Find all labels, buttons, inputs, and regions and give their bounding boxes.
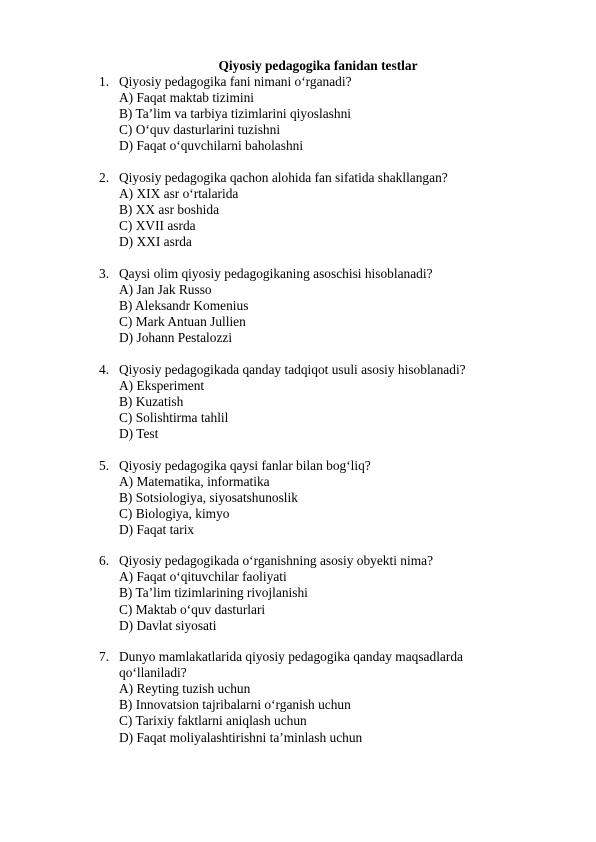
question-number: 5. <box>99 457 110 473</box>
question-number: 1. <box>99 74 110 89</box>
question-item <box>99 74 519 154</box>
question-text: Dunyo mamlakatlarida qiyosiy pedagogika qanday maqsadlarda qo‘llaniladi? <box>119 649 463 681</box>
question-list <box>99 74 519 761</box>
answer-option: A) Faqat maktab tizimini <box>119 90 254 105</box>
answer-option: C) XVII asrda <box>119 218 196 234</box>
answer-options <box>119 681 519 745</box>
answer-options <box>119 90 519 154</box>
answer-option: A) Faqat o‘qituvchilar faoliyati <box>119 569 287 585</box>
answer-options <box>119 569 519 633</box>
answer-option: C) Maktab o‘quv dasturlari <box>119 601 266 617</box>
answer-option: B) Ta’lim va tarbiya tizimlarini qiyoslashni <box>119 106 351 122</box>
answer-option: B) Kuzatish <box>119 393 184 409</box>
answer-options <box>119 378 519 442</box>
answer-option: B) Innovatsion tajribalarni o‘rganish uchun <box>119 697 351 713</box>
answer-options <box>119 474 519 538</box>
question-item <box>99 458 519 538</box>
answer-option: D) XXI asrda <box>119 234 192 250</box>
answer-option: D) Davlat siyosati <box>119 617 217 633</box>
answer-option: D) Johann Pestalozzi <box>119 330 233 346</box>
page-title: Qiyosiy pedagogika fanidan testlar <box>218 58 418 73</box>
question-item <box>99 553 519 633</box>
question-text: Qiyosiy pedagogika qachon alohida fan sifatida shakllangan? <box>119 169 448 185</box>
question-text: Qaysi olim qiyosiy pedagogikaning asoschisi hisoblanadi? <box>119 265 433 281</box>
answer-option: A) Reyting tuzish uchun <box>119 681 251 697</box>
question-number: 7. <box>99 649 110 665</box>
answer-options <box>119 186 519 250</box>
answer-option: C) Tarixiy faktlarni aniqlash uchun <box>119 713 307 729</box>
answer-option: C) Mark Antuan Jullien <box>119 313 246 329</box>
question-text: Qiyosiy pedagogikada o‘rganishning asosiy obyekti nima? <box>119 553 434 569</box>
answer-option: B) Aleksandr Komenius <box>119 297 249 313</box>
answer-option: B) XX asr boshida <box>119 201 220 217</box>
question-text: Qiyosiy pedagogika qaysi fanlar bilan bog‘liq? <box>119 457 371 473</box>
answer-option: D) Test <box>119 425 159 441</box>
answer-option: C) O‘quv dasturlarini tuzishni <box>119 122 281 138</box>
question-item <box>99 170 519 250</box>
answer-option: C) Biologiya, kimyo <box>119 505 230 521</box>
question-number: 6. <box>99 553 110 569</box>
answer-option: A) Eksperiment <box>119 377 205 393</box>
question-number: 2. <box>99 169 110 185</box>
question-item <box>99 266 519 346</box>
question-number: 4. <box>99 361 110 377</box>
answer-option: A) Matematika, informatika <box>119 473 270 489</box>
question-text: Qiyosiy pedagogika fani nimani o‘rganadi? <box>119 74 352 89</box>
question-number: 3. <box>99 265 110 281</box>
answer-option: B) Ta’lim tizimlarining rivojlanishi <box>119 585 308 601</box>
answer-option: D) Faqat moliyalashtirishni ta’minlash uchun <box>119 729 363 745</box>
answer-options <box>119 282 519 346</box>
question-item <box>99 649 519 745</box>
answer-option: A) Jan Jak Russo <box>119 281 212 297</box>
answer-option: B) Sotsiologiya, siyosatshunoslik <box>119 489 298 505</box>
question-text: Qiyosiy pedagogikada qanday tadqiqot usuli asosiy hisoblanadi? <box>119 361 466 377</box>
question-item <box>99 362 519 442</box>
answer-option: D) Faqat o‘quvchilarni baholashni <box>119 138 304 154</box>
answer-option: C) Solishtirma tahlil <box>119 409 229 425</box>
answer-option: D) Faqat tarix <box>119 521 195 537</box>
answer-option: A) XIX asr o‘rtalarida <box>119 185 239 201</box>
